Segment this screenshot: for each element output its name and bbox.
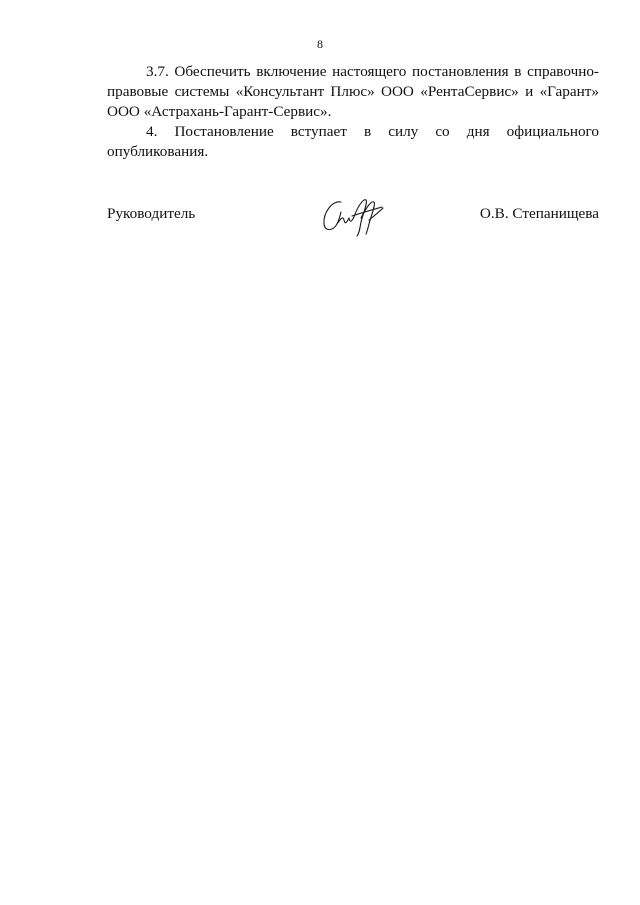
signatory-position: Руководитель — [107, 205, 196, 222]
page-number: 8 — [317, 37, 323, 51]
document-body — [107, 62, 599, 162]
paragraph-3-7: 3.7. Обеспечить включение настоящего постановления в справочно-правовые системы «Консультант Плюс» ООО «РентаСервис» и «Гарант» ООО «Астрахань-Гарант-Сервис». — [107, 63, 599, 120]
handwritten-signature-icon — [319, 194, 389, 238]
paragraph-4: 4. Постановление вступает в силу со дня официального опубликования. — [107, 123, 599, 160]
signature-block — [107, 194, 599, 242]
signatory-name: О.В. Степанищева — [479, 205, 599, 222]
